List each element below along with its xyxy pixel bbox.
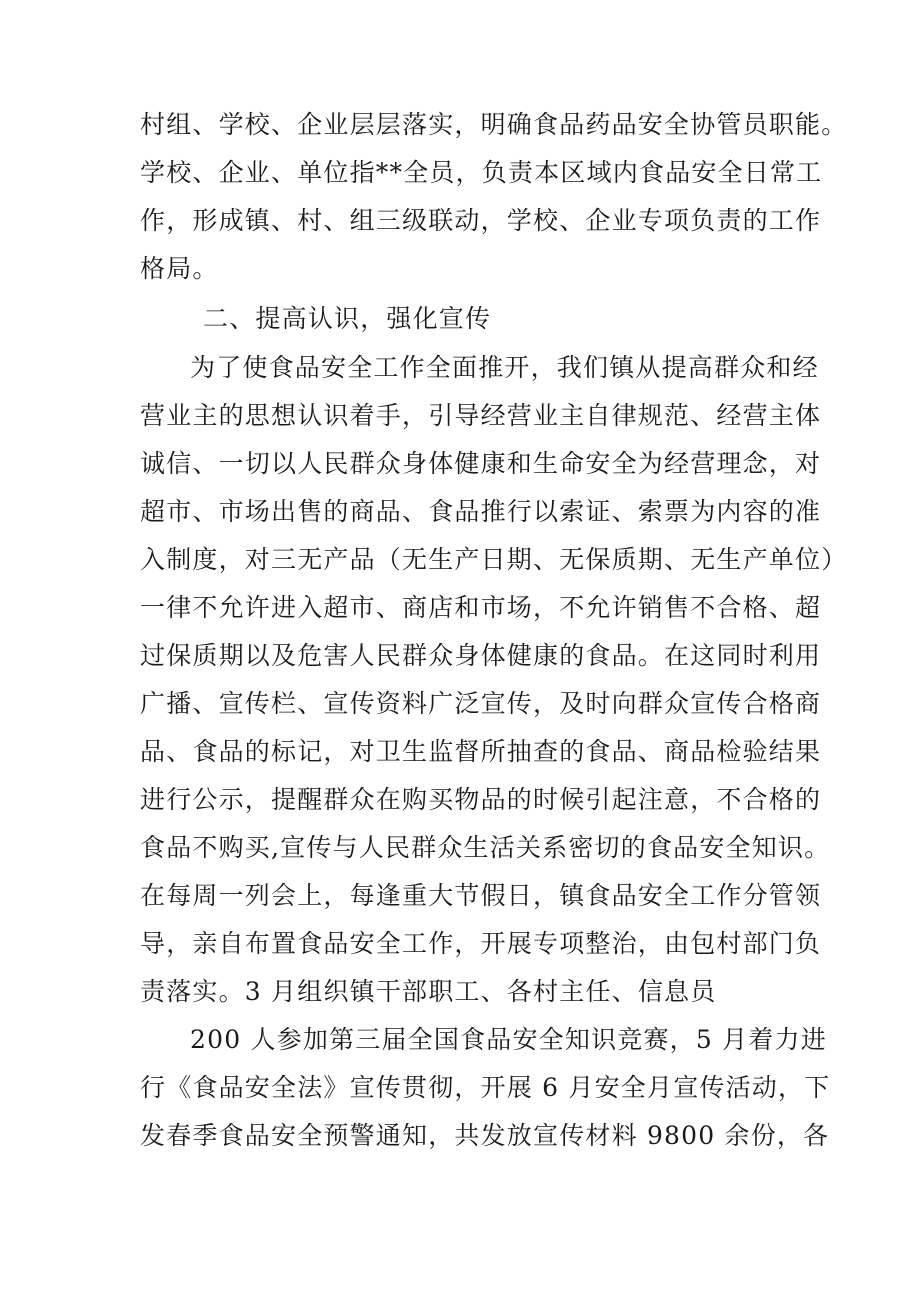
paragraph-line: 导，亲自布置食品安全工作，开展专项整治，由包村部门负 bbox=[140, 929, 822, 958]
paragraph-line: 格局。 bbox=[140, 254, 219, 283]
paragraph-line: 过保质期以及危害人民群众身体健康的食品。在这同时利用 bbox=[140, 641, 822, 670]
paragraph-line: 进行公示，提醒群众在购买物品的时候引起注意，不合格的 bbox=[140, 785, 822, 814]
section-heading: 二、提高认识，强化宣传 bbox=[203, 304, 492, 333]
paragraph-line: 行《食品安全法》宣传贯彻，开展 6 月安全月宣传活动，下 bbox=[140, 1073, 831, 1102]
paragraph-line: 食品不购买,宣传与人民群众生活关系密切的食品安全知识。 bbox=[140, 833, 831, 862]
paragraph-line: 发春季食品安全预警通知，共发放宣传材料 9800 余份，各 bbox=[140, 1121, 830, 1150]
paragraph-line: 营业主的思想认识着手，引导经营业主自律规范、经营主体 bbox=[140, 401, 822, 430]
paragraph-line: 200 人参加第三届全国食品安全知识竞赛，5 月着力进 bbox=[190, 1025, 827, 1054]
paragraph-line: 村组、学校、企业层层落实，明确食品药品安全协管员职能。 bbox=[140, 110, 848, 139]
paragraph-line: 在每周一列会上，每逢重大节假日，镇食品安全工作分管领 bbox=[140, 881, 822, 910]
paragraph-line: 广播、宣传栏、宣传资料广泛宣传，及时向群众宣传合格商 bbox=[140, 689, 822, 718]
paragraph-line: 一律不允许进入超市、商店和市场，不允许销售不合格、超 bbox=[140, 593, 822, 622]
paragraph-line: 超市、市场出售的商品、食品推行以索证、索票为内容的准 bbox=[140, 497, 822, 526]
paragraph-line: 为了使食品安全工作全面推开，我们镇从提高群众和经 bbox=[190, 353, 819, 382]
paragraph-line: 诚信、一切以人民群众身体健康和生命安全为经营理念，对 bbox=[140, 449, 822, 478]
paragraph-line: 作，形成镇、村、组三级联动，学校、企业专项负责的工作 bbox=[140, 206, 822, 235]
paragraph-line: 责落实。3 月组织镇干部职工、各村主任、信息员 bbox=[140, 977, 717, 1006]
paragraph-line: 品、食品的标记，对卫生监督所抽查的食品、商品检验结果 bbox=[140, 737, 822, 766]
paragraph-line: 学校、企业、单位指**全员，负责本区域内食品安全日常工 bbox=[140, 158, 823, 187]
paragraph-line: 入制度，对三无产品（无生产日期、无保质期、无生产单位） bbox=[140, 545, 848, 574]
